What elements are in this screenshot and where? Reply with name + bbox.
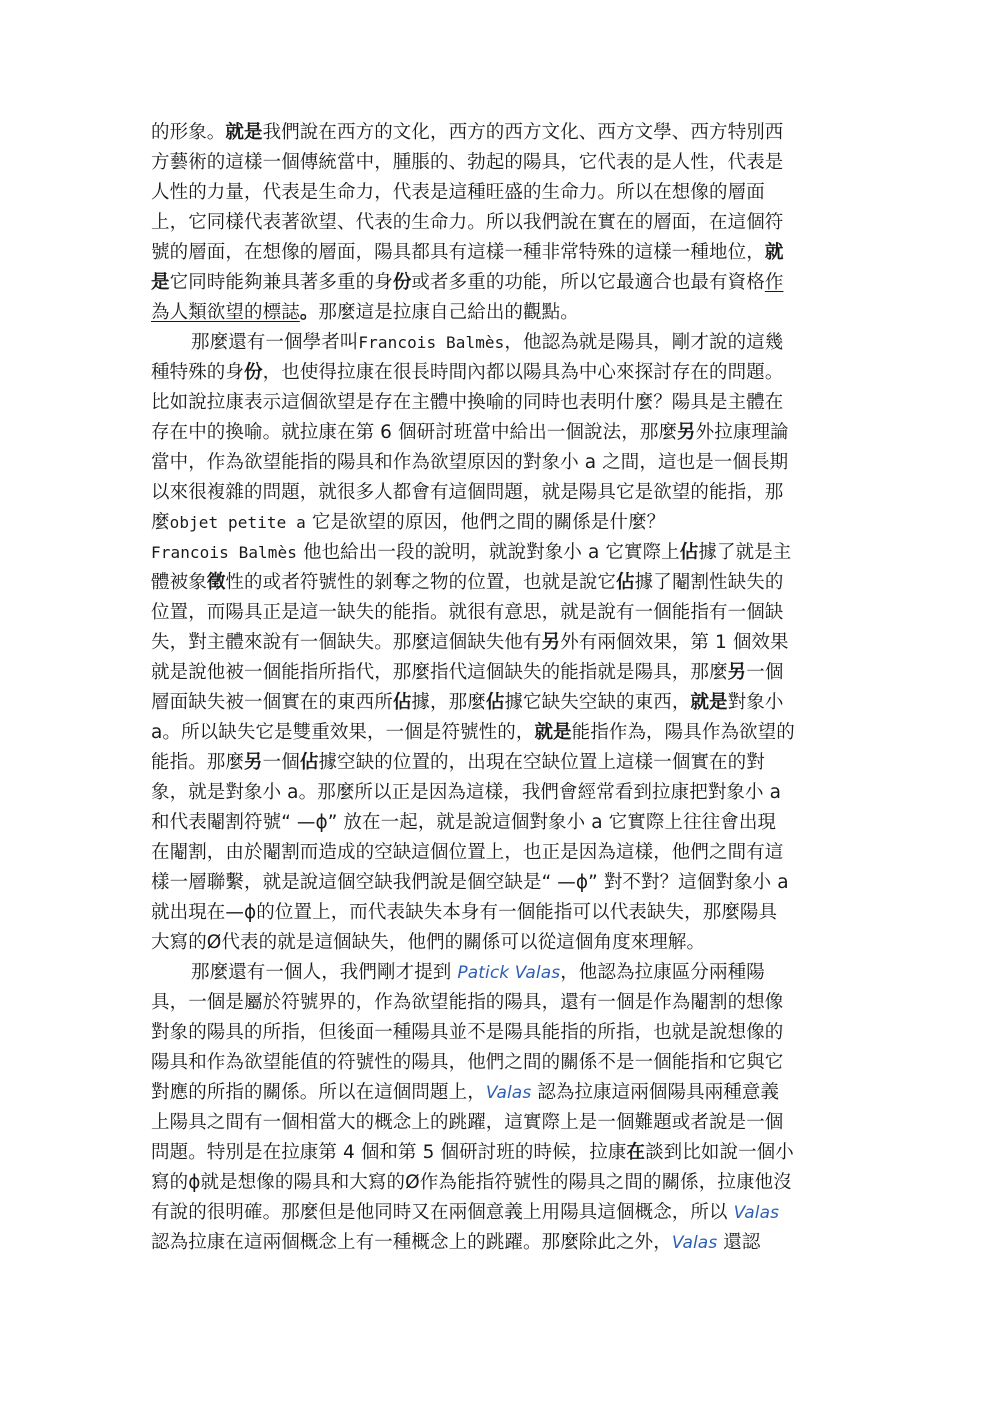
text-segment: 它是欲望的原因，他們之間的關係是什麼？ (305, 512, 666, 533)
text-segment: 對象小 (727, 692, 784, 713)
text-segment: a。所以缺失它是雙重效果，一個是符號性的， (151, 722, 535, 743)
text-segment: 就是 (690, 692, 728, 713)
text-segment: 據空缺的位置的，出現在空缺位置上這樣一個實在的對 (318, 752, 765, 773)
text-line (151, 1228, 843, 1258)
author-name: Valas (671, 1233, 718, 1253)
text-segment: ，他認為就是陽具，剛才說的這幾 (504, 332, 784, 353)
text-segment: 就出現在—ϕ的位置上，而代表缺失本身有一個能指可以代表缺失，那麼陽具 (151, 902, 778, 923)
text-line (151, 358, 843, 388)
text-line (151, 1048, 843, 1078)
text-segment: 寫的ϕ就是想像的陽具和大寫的Ø作為能指符號性的陽具之間的關係，拉康他沒 (151, 1172, 792, 1193)
text-segment: 比如說拉康表示這個欲望是存在主體中換喻的同時也表明什麼？陽具是主體在 (151, 392, 784, 413)
latin-term: Francois Balmès (358, 333, 505, 352)
text-segment: 另 (244, 752, 263, 773)
text-segment: 。 (299, 302, 319, 323)
text-segment: 在閹割，由於閹割而造成的空缺這個位置上，也正是因為這樣，他們之間有這 (151, 842, 784, 863)
text-line (151, 178, 843, 208)
text-segment: 認為拉康這兩個陽具兩種意義 (531, 1082, 780, 1103)
text-segment: 徵 (206, 572, 226, 593)
text-line (151, 778, 843, 808)
text-segment: 麼 (151, 512, 170, 533)
text-line (151, 388, 843, 418)
text-segment: 為人類欲望的標誌 (151, 302, 300, 323)
text-segment: 有說的很明確。那麼但是他同時又在兩個意義上用陽具這個概念，所以 (151, 1202, 734, 1223)
text-segment: ，他認為拉康區分兩種陽 (560, 962, 765, 983)
text-segment: 外拉康理論 (695, 422, 789, 443)
text-line (151, 808, 843, 838)
text-line (151, 298, 843, 328)
text-segment: 具，一個是屬於符號界的，作為欲望能指的陽具，還有一個是作為閹割的想像 (151, 992, 784, 1013)
text-segment: 和代表閹割符號“ —ϕ” 放在一起，就是說這個對象小 a 它實際上往往會出現 (151, 812, 777, 833)
text-line (151, 868, 843, 898)
text-segment: 種特殊的身 (151, 362, 245, 383)
text-line (151, 988, 843, 1018)
text-segment: 能指作為，陽具作為欲望的 (571, 722, 795, 743)
text-segment: 那麼還有一個學者叫 (191, 332, 359, 353)
text-segment: 當中，作為欲望能指的陽具和作為欲望原因的對象小 a 之間，這也是一個長期 (151, 452, 789, 473)
text-segment: 失，對主體來說有一個缺失。那麼這個缺失他有 (151, 632, 542, 653)
body-text (151, 118, 843, 1258)
text-segment: 就 (764, 242, 784, 263)
text-segment: 對應的所指的關係。所以在這個問題上， (151, 1082, 486, 1103)
text-segment: 問題。特別是在拉康第 4 個和第 5 個研討班的時候，拉康 (151, 1142, 627, 1163)
text-segment: 份 (244, 362, 263, 383)
text-segment: 它同時能夠兼具著多重的身 (169, 272, 393, 293)
text-segment: 那麼還有一個人，我們剛才提到 (191, 962, 458, 983)
text-segment: 另 (727, 662, 747, 683)
text-segment: 認為拉康在這兩個概念上有一種概念上的跳躍。那麼除此之外， (151, 1232, 672, 1253)
author-name: Valas (485, 1083, 532, 1103)
text-line (151, 538, 843, 568)
text-line (151, 928, 843, 958)
text-segment: 層面缺失被一個實在的東西所 (151, 692, 393, 713)
text-segment: 就是 (534, 722, 572, 743)
text-line (151, 208, 843, 238)
text-line (151, 718, 843, 748)
text-segment: 是 (151, 272, 170, 293)
text-segment: 上陽具之間有一個相當大的概念上的跳躍，這實際上是一個難題或者說是一個 (151, 1112, 784, 1133)
text-segment: 象，就是對象小 a。那麼所以正是因為這樣，我們會經常看到拉康把對象小 a (151, 782, 782, 803)
text-segment: 另 (541, 632, 561, 653)
text-line (151, 418, 843, 448)
text-segment: 作 (764, 272, 784, 293)
text-line (151, 898, 843, 928)
text-segment: ，也使得拉康在很長時間內都以陽具為中心來探討存在的問題。 (262, 362, 784, 383)
text-segment: 佔 (679, 542, 699, 563)
text-segment: 對象的陽具的所指，但後面一種陽具並不是陽具能指的所指，也就是說想像的 (151, 1022, 784, 1043)
text-segment: 能指。那麼 (151, 752, 245, 773)
text-segment: 談到比如說一個小 (645, 1142, 794, 1163)
text-segment: 份 (392, 272, 412, 293)
text-segment: 一個 (262, 752, 300, 773)
text-segment: 位置，而陽具正是這一缺失的能指。就很有意思，就是說有一個能指有一個缺 (151, 602, 784, 623)
text-line (151, 478, 843, 508)
author-name: Patick Valas (457, 963, 561, 983)
text-line (151, 748, 843, 778)
text-line (151, 658, 843, 688)
latin-term: objet petite a (169, 513, 306, 532)
text-segment: 上，它同樣代表著欲望、代表的生命力。所以我們說在實在的層面，在這個符 (151, 212, 784, 233)
text-segment: 據，那麼 (411, 692, 486, 713)
text-line (151, 148, 843, 178)
text-segment: 還認 (717, 1232, 761, 1253)
text-line (151, 448, 843, 478)
text-segment: 他也給出一段的說明，就說對象小 a 它實際上 (297, 542, 680, 563)
text-line (151, 238, 843, 268)
text-segment: 那麼這是拉康自己給出的觀點。 (318, 302, 579, 323)
text-line (151, 268, 843, 298)
text-segment: 存在中的換喻。就拉康在第 6 個研討班當中給出一個說法，那麼 (151, 422, 678, 443)
text-segment: 以來很複雜的問題，就很多人都會有這個問題，就是陽具它是欲望的能指，那 (151, 482, 784, 503)
text-line (151, 838, 843, 868)
text-line (151, 328, 843, 358)
text-line (151, 1108, 843, 1138)
text-line (151, 118, 843, 148)
text-segment: 體被象 (151, 572, 207, 593)
text-line (151, 568, 843, 598)
text-segment: 人性的力量，代表是生命力，代表是這種旺盛的生命力。所以在想像的層面 (151, 182, 765, 203)
text-segment: 據它缺失空缺的東西， (504, 692, 691, 713)
text-segment: 方藝術的這樣一個傳統當中，腫脹的、勃起的陽具，它代表的是人性，代表是 (151, 152, 784, 173)
author-name: Valas (733, 1203, 780, 1223)
text-segment: 佔 (616, 572, 635, 593)
text-segment: 我們說在西方的文化，西方的西方文化、西方文學、西方特別西 (262, 122, 784, 143)
text-segment: 佔 (485, 692, 505, 713)
text-line (151, 1078, 843, 1108)
text-line (151, 598, 843, 628)
text-segment: 據了閹割性缺失的 (634, 572, 784, 593)
text-segment: 就是 (225, 122, 263, 143)
text-line (151, 1138, 843, 1168)
text-segment: 佔 (299, 752, 319, 773)
text-segment: 的形象。 (151, 122, 226, 143)
text-line (151, 508, 843, 538)
text-segment: 佔 (392, 692, 412, 713)
text-segment: 陽具和作為欲望能值的符號性的陽具，他們之間的關係不是一個能指和它與它 (151, 1052, 784, 1073)
text-segment: 另 (677, 422, 696, 443)
text-segment: 樣一層聯繫，就是說這個空缺我們說是個空缺是“ —ϕ” 對不對？這個對象小 a (151, 872, 789, 893)
text-line (151, 1168, 843, 1198)
text-line (151, 958, 843, 988)
text-segment: 或者多重的功能，所以它最適合也最有資格 (411, 272, 765, 293)
text-segment: 就是說他被一個能指所指代，那麼指代這個缺失的能指就是陽具，那麼 (151, 662, 728, 683)
text-segment: 一個 (746, 662, 784, 683)
text-segment: 據了就是主 (698, 542, 792, 563)
text-segment: 號的層面，在想像的層面，陽具都具有這樣一種非常特殊的這樣一種地位， (151, 242, 765, 263)
text-segment: 性的或者符號性的剝奪之物的位置，也就是說它 (225, 572, 617, 593)
text-segment: 在 (626, 1142, 646, 1163)
latin-term: Francois Balmès (151, 543, 297, 562)
text-line (151, 1198, 843, 1228)
text-line (151, 1018, 843, 1048)
text-line (151, 628, 843, 658)
text-line (151, 688, 843, 718)
text-segment: 大寫的Ø代表的就是這個缺失，他們的關係可以從這個角度來理解。 (151, 932, 706, 953)
text-segment: 外有兩個效果，第 1 個效果 (560, 632, 789, 653)
